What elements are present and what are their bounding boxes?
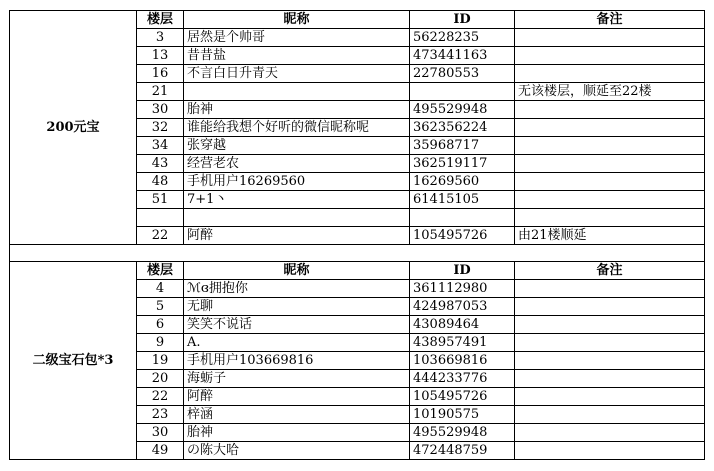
floor-cell: 16 [137, 65, 184, 83]
column-header-note: 备注 [515, 262, 705, 280]
note-cell [515, 370, 705, 388]
floor-cell: 30 [137, 101, 184, 119]
nickname-cell: A. [184, 334, 410, 352]
nickname-cell: 阿醉 [184, 388, 410, 406]
column-header-nickname: 昵称 [184, 11, 410, 29]
id-cell: 495529948 [410, 101, 515, 119]
note-cell [515, 352, 705, 370]
id-cell: 495529948 [410, 424, 515, 442]
note-cell [515, 442, 705, 460]
column-header-floor: 楼层 [137, 11, 184, 29]
id-cell: 22780553 [410, 65, 515, 83]
id-cell [410, 83, 515, 101]
note-cell [515, 334, 705, 352]
note-cell: 无该楼层，顺延至22楼 [515, 83, 705, 101]
floor-cell: 30 [137, 424, 184, 442]
note-cell: 由21楼顺延 [515, 227, 705, 245]
id-cell [410, 209, 515, 227]
id-cell: 35968717 [410, 137, 515, 155]
floor-cell: 22 [137, 388, 184, 406]
floor-cell: 5 [137, 298, 184, 316]
note-cell [515, 316, 705, 334]
floor-cell: 23 [137, 406, 184, 424]
nickname-cell: 无聊 [184, 298, 410, 316]
column-header-id: ID [410, 11, 515, 29]
column-header-floor: 楼层 [137, 262, 184, 280]
note-cell [515, 47, 705, 65]
nickname-cell: 谁能给我想个好听的微信昵称呢 [184, 119, 410, 137]
prize-table [9, 10, 705, 460]
floor-cell: 3 [137, 29, 184, 47]
id-cell: 105495726 [410, 227, 515, 245]
note-cell [515, 29, 705, 47]
note-cell [515, 424, 705, 442]
note-cell [515, 280, 705, 298]
nickname-cell: 胎神 [184, 101, 410, 119]
prize-label: 二级宝石包*3 [10, 262, 137, 460]
column-header-id: ID [410, 262, 515, 280]
id-cell: 472448759 [410, 442, 515, 460]
prize-label: 200元宝 [10, 11, 137, 245]
id-cell: 10190575 [410, 406, 515, 424]
id-cell: 362356224 [410, 119, 515, 137]
nickname-cell [184, 209, 410, 227]
floor-cell: 51 [137, 191, 184, 209]
note-cell [515, 406, 705, 424]
note-cell [515, 209, 705, 227]
id-cell: 444233776 [410, 370, 515, 388]
section-separator [10, 245, 705, 262]
separator-cell [10, 245, 705, 262]
floor-cell: 9 [137, 334, 184, 352]
column-header-nickname: 昵称 [184, 262, 410, 280]
id-cell: 61415105 [410, 191, 515, 209]
id-cell: 105495726 [410, 388, 515, 406]
note-cell [515, 298, 705, 316]
nickname-cell [184, 83, 410, 101]
nickname-cell: 手机用户16269560 [184, 173, 410, 191]
nickname-cell: 7+1丶 [184, 191, 410, 209]
id-cell: 16269560 [410, 173, 515, 191]
nickname-cell: 手机用户103669816 [184, 352, 410, 370]
column-header-note: 备注 [515, 11, 705, 29]
note-cell [515, 119, 705, 137]
nickname-cell: 张穿越 [184, 137, 410, 155]
note-cell [515, 137, 705, 155]
floor-cell: 21 [137, 83, 184, 101]
nickname-cell: 海蛎子 [184, 370, 410, 388]
floor-cell: 34 [137, 137, 184, 155]
nickname-cell: 昔昔盐 [184, 47, 410, 65]
floor-cell: 4 [137, 280, 184, 298]
nickname-cell: 笑笑不说话 [184, 316, 410, 334]
floor-cell: 48 [137, 173, 184, 191]
nickname-cell: ℳɞ拥抱你 [184, 280, 410, 298]
section-header-row [10, 262, 705, 280]
note-cell [515, 101, 705, 119]
nickname-cell: 梓涵 [184, 406, 410, 424]
floor-cell [137, 209, 184, 227]
id-cell: 361112980 [410, 280, 515, 298]
note-cell [515, 173, 705, 191]
note-cell [515, 191, 705, 209]
nickname-cell: 阿醉 [184, 227, 410, 245]
note-cell [515, 65, 705, 83]
floor-cell: 22 [137, 227, 184, 245]
nickname-cell: 不言白日升青天 [184, 65, 410, 83]
floor-cell: 6 [137, 316, 184, 334]
note-cell [515, 155, 705, 173]
id-cell: 362519117 [410, 155, 515, 173]
section-header-row [10, 11, 705, 29]
note-cell [515, 388, 705, 406]
nickname-cell: 经营老农 [184, 155, 410, 173]
floor-cell: 19 [137, 352, 184, 370]
prize-table-body [10, 11, 705, 460]
nickname-cell: 居然是个帅哥 [184, 29, 410, 47]
nickname-cell: の陈大哈 [184, 442, 410, 460]
floor-cell: 20 [137, 370, 184, 388]
floor-cell: 13 [137, 47, 184, 65]
floor-cell: 32 [137, 119, 184, 137]
id-cell: 103669816 [410, 352, 515, 370]
id-cell: 43089464 [410, 316, 515, 334]
id-cell: 56228235 [410, 29, 515, 47]
id-cell: 438957491 [410, 334, 515, 352]
nickname-cell: 胎神 [184, 424, 410, 442]
floor-cell: 49 [137, 442, 184, 460]
floor-cell: 43 [137, 155, 184, 173]
id-cell: 473441163 [410, 47, 515, 65]
id-cell: 424987053 [410, 298, 515, 316]
